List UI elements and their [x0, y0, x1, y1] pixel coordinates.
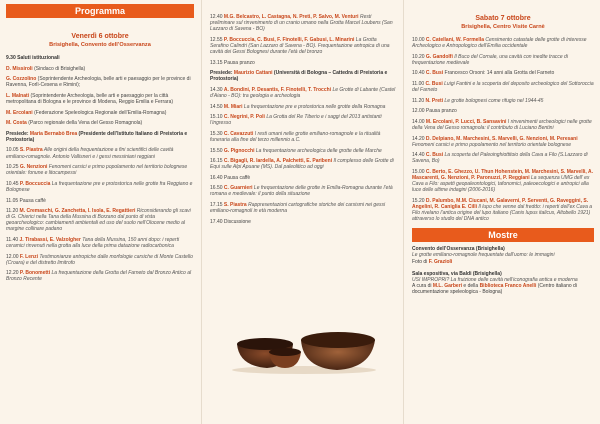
entry-speaker: L. Malnati — [6, 92, 30, 99]
entry-speaker: M. Costa — [6, 120, 27, 127]
day1-afternoon-entries — [210, 14, 396, 225]
entry-time: 10.00 — [412, 37, 426, 43]
entry-time: 11.20 — [6, 208, 20, 215]
entry-time: 15.30 — [210, 130, 224, 137]
entry-title: Rappresentazioni cartografiche storiche dei carsismi nei gessi emiliano-romagnoli in età moderna — [210, 202, 386, 215]
entry-time: 10.40 — [412, 70, 426, 77]
entry-note: (Università di Bologna – Cattedra di Preistoria e Protostoria) — [210, 70, 388, 83]
program-entry — [210, 37, 396, 55]
entry-speaker: M. Ercolani, P. Lucci, B. Sansavini — [425, 118, 507, 125]
entry-note: Francesco Orsoni: 14 anni alla Grotta del Farneto — [443, 70, 555, 77]
exhibition-title: Le grotte emiliano-romagnole frequentate dall’uomo: le immagini — [412, 252, 555, 259]
entry-time: 16.15 — [210, 158, 224, 165]
entry-title: Testimonianze antropiche dalle morfologie carsiche di Monte Castello (Croara) e del distretto limitrofo — [6, 253, 193, 266]
exhibition-curator: M.L. Garberi — [432, 283, 463, 290]
entry-time: 15.50 — [210, 147, 224, 154]
entry-title: Il Buco del Cornale, una cavità con inedite tracce di frequentazione medievale — [412, 53, 568, 66]
entry-time: 14.00 — [412, 118, 426, 125]
programma-banner: Programma — [6, 4, 194, 18]
entry-time: 11.00 — [412, 80, 426, 87]
day1-title: Venerdì 6 ottobre — [71, 33, 129, 40]
entry-title: Le frequentazione delle grotte in Emilia-Romagna durante l’età romana e medievale: il punto della situazione — [210, 185, 393, 198]
program-entry — [6, 270, 194, 282]
program-entry — [412, 198, 594, 222]
program-entry — [412, 108, 594, 114]
program-entry — [6, 66, 194, 72]
program-entry — [412, 98, 594, 104]
entry-time: 15.10 — [210, 114, 224, 121]
entry-speaker: M. Ercolani — [6, 109, 33, 116]
program-entry — [412, 54, 594, 66]
entry-title: I rinvenimenti archeologici nelle grotte della Vena del Gesso romagnola: il contributo di Luciano Bentini — [412, 118, 592, 131]
program-entry — [6, 208, 194, 232]
mostre-banner: Mostre — [412, 228, 594, 242]
entry-time: 9.30 — [6, 55, 18, 61]
day1-venue: Brisighella, Convento dell’Osservanza — [49, 42, 151, 48]
entry-speaker: M.G. Belcastro, L. Castagna, N. Preti, P. Salvo, M. Venturi — [223, 14, 359, 20]
entry-time: 11.05 Pausa caffè — [6, 197, 46, 204]
program-entry — [6, 237, 194, 249]
program-entry — [210, 202, 396, 214]
entry-title: La Grotta del Re Tiberio e i saggi del 2013 antistanti l’ingresso — [210, 114, 382, 127]
exhibition-credit-mid: e della — [462, 283, 480, 290]
exhibition-venue: Sala espositiva, via Baldi (Brisighella) — [412, 270, 502, 277]
program-entry — [412, 70, 594, 76]
entry-time: Presiede: — [210, 70, 234, 77]
entry-speaker: C. Busi — [425, 152, 444, 159]
column-day2 — [403, 0, 600, 424]
entry-speaker: G. Gandolfi — [425, 53, 453, 60]
entry-time: 14.30 — [210, 86, 224, 93]
entry-title: Tana della Mussina, 150 anni dopo: i reperti ceramici rinvenuti nella grotta alla luce della prima datazione radiocarbonica — [6, 236, 180, 250]
entry-speaker: C. Berto, E. Ghezzo, U. Thun Hohenstein, M. Marchesini, S. Marvelli, A. Mascarenti, G. Nenzioni, P. Paronuzzi, P. Reggiani — [412, 168, 593, 181]
entry-speaker: Maria Bernabò Brea — [29, 130, 78, 137]
entry-speaker: G. Pignocchi — [223, 147, 255, 154]
entry-time: 12.00 Pausa pranzo — [412, 108, 457, 115]
entry-speaker: C. Catellani, W. Formella — [425, 37, 484, 43]
entry-time: 14.50 — [210, 103, 224, 110]
entry-note: (Federazione Speleologica Regionale dell’Emilia-Romagna) — [32, 109, 167, 116]
entry-speaker: P. Boccuccia — [19, 180, 51, 187]
exhibition-curator-org: Biblioteca Franco Anelli — [479, 283, 537, 290]
entry-title: Riconsiderando gli scavi di G. Chierici nella Tana della Mussina di Borzano dal punto di vista geoarcheologico: cambiamenti ambientali ed uso del suolo nell’Olocene medio al margine collinare padano — [6, 208, 191, 233]
pottery-bowls-photo — [229, 314, 379, 374]
entry-note: (Parco regionale della Vena del Gesso Romagnola) — [26, 120, 143, 127]
day2-entries — [412, 37, 594, 222]
entry-speaker: C. Guarnieri — [223, 185, 253, 192]
entry-note: (Sindaco di Brisighella) — [32, 65, 86, 72]
entry-title: La frequentazione della Grotta del Farneto dal Bronzo Antico al Bronzo Recente — [6, 270, 192, 283]
entry-title: La Grotta Serafino Calindri (San Lazzaro di Savena - BO). Frequentazione antropica di una cavità dei Gessi Bolognesi durante l’età del bronzo — [210, 36, 390, 55]
entry-time: 10.25 — [6, 164, 20, 171]
entry-time: 11.40 — [6, 236, 20, 243]
entry-speaker: C. Cavazzuti — [223, 130, 254, 137]
entry-note: Saluti istituzionali — [17, 55, 60, 61]
entry-speaker: F. Lenzi — [19, 253, 38, 260]
entry-title: Il lupo che venne dal freddo: i reperti dell’ex Cava a Filo rivelano l’antica origine del lupo italiano (Canis lupus italicus, Altobello 1921) attraverso lo studio del DNA antico — [412, 203, 593, 223]
program-entry — [210, 104, 396, 110]
program-entry — [412, 169, 594, 193]
entry-speaker: C. Busi — [425, 80, 443, 87]
entry-speaker: D. Palumbo, M.M. Ciucani, M. Galaverni, P. Serventi, G. Raveggini, S. Angelini, R. Caniglia E. Cilli — [412, 197, 589, 210]
program-entry — [210, 70, 396, 82]
entry-time: 10.20 — [412, 53, 426, 60]
entry-note: (Soprintendente Archeologia, belle arti e paesaggio per le province di Ravenna, Forlì-Cesena e Rimini); — [6, 76, 191, 89]
entry-note: (Soprintendente Archeologia, belle arti e paesaggio per la città metropolitana di Bologna e le province di Modena, Reggio Emilia e Ferrara) — [6, 92, 174, 105]
program-entry — [6, 131, 194, 143]
exhibition-credit-prefix: Foto di — [412, 258, 429, 265]
exhibition-credit-prefix: A cura di — [412, 283, 433, 290]
program-entry — [210, 185, 396, 197]
program-entry — [210, 60, 396, 66]
entry-speaker: Maurizio Cattani — [233, 70, 273, 77]
program-entry — [6, 254, 194, 266]
day2-title: Sabato 7 ottobre — [475, 15, 531, 22]
exhibition-item — [412, 246, 594, 265]
entry-title: La scoperta del Paleoinghiottitoio della Cava a Filo (S.Lazzaro di Savena, Bo) — [412, 152, 588, 165]
entry-title: Luigi Fantini e la scoperta del deposito archeologico del Sottoroccia del Farneto — [412, 80, 594, 94]
program-entry — [210, 175, 396, 181]
entry-time: 12.40 — [210, 14, 224, 20]
entry-title: Resti preliminare sul rinvenimento di un cranio umano nella Grotta Marcel Loubens (San Lazzaro di Savena - BO) — [210, 14, 393, 33]
entry-speaker: G. Nenzioni — [19, 164, 48, 171]
entry-time: 16.40 Pausa caffè — [210, 174, 251, 181]
entry-time: 15.20 — [412, 197, 426, 204]
entry-time: 17.15 — [210, 202, 224, 209]
entry-time: 14.40 — [412, 152, 426, 159]
exhibition-venue: Convento dell’Osservanza (Brisighella) — [412, 246, 505, 253]
entry-speaker: D. Missiroli — [6, 65, 33, 72]
entry-speaker: N. Preti — [425, 97, 444, 104]
entry-time: 14.20 — [412, 135, 426, 142]
program-entry — [412, 136, 594, 148]
day2-venue: Brisighella, Centro Visite Carnè — [461, 24, 545, 30]
program-entry — [412, 119, 594, 131]
entry-time: 12.20 — [6, 270, 20, 277]
exhibition-curator: F. Grazioli — [428, 258, 453, 265]
entry-speaker: S. Piastra — [223, 202, 247, 209]
entry-title: Censimento catastale delle grotte di interesse Archeologico e Antropologico dell’Emilia occidentale — [412, 37, 587, 50]
program-entry — [412, 81, 594, 93]
program-entry — [6, 147, 194, 159]
entry-note: (Presidente dell’Istituto Italiano di Preistoria e Protostoria) — [6, 130, 188, 143]
exhibition-item — [412, 271, 594, 296]
program-entry — [6, 76, 194, 88]
program-entry — [6, 198, 194, 204]
program-entry — [210, 114, 396, 126]
program-entry — [6, 120, 194, 126]
entry-title: Il complesso delle Grotte di Equi sulle Alpi Apuane (MS). Dal paleolitico ad oggi — [210, 158, 394, 171]
entry-title: La frequentazione pre e protostorica nelle grotte della Romagna — [242, 103, 386, 110]
entry-speaker: D. Delpiano, M. Marchesini, S. Marvelli, G. Nenzioni, M. Peresani — [425, 135, 578, 142]
entry-speaker: M. Cremaschi, G. Zanchetta, I. Isola, E. Regattieri — [19, 208, 136, 215]
entry-speaker: P. Boccuccia, C. Busi, F. Finotelli, F. Gabusi, L. Minarini — [223, 36, 355, 43]
entry-speaker: M. Miari — [223, 103, 243, 110]
entry-time: 12.00 — [6, 253, 20, 260]
entry-speaker: C. Busi — [425, 70, 444, 77]
entry-speaker: C. Bigagli, R. Iardella, A. Palchetti, E. Paribeni — [223, 158, 333, 165]
entry-speaker: G. Cozzolino — [6, 76, 37, 83]
program-entry — [6, 164, 194, 176]
entry-time: 11.20 — [412, 97, 426, 104]
mostre-list — [412, 246, 594, 295]
exhibition-credit-suffix: (Centro italiano di documentazione speleologica - Bologna) — [412, 283, 577, 296]
program-entry — [210, 158, 396, 170]
entry-time: 12.55 — [210, 36, 224, 43]
program-entry — [210, 14, 396, 32]
entry-time: Presiede: — [6, 130, 30, 137]
entry-title: La frequentazione pre e protostorica nelle grotte fra Reggiano e Bolognese — [6, 180, 193, 193]
entry-title: Fenomeni carsici e primo popolamento nel territorio orientale bolognese — [412, 141, 571, 148]
entry-title: La sequenza UMG dell’ ex Cava a Filo: aspetti geopaleontologici, tafonomici, paleoecologici e antropici alla luce delle ultime indagini (2006-2016) — [412, 175, 590, 194]
entry-speaker: S. Piastra — [19, 147, 43, 154]
program-entry — [6, 55, 194, 61]
program-entry — [210, 148, 396, 154]
entry-time: 17.40 Discussione — [210, 218, 251, 225]
entry-title: Alle origini della frequentazione a fini scientifici delle cavità emiliano-romagnole. Antonio Vallisneri e i gessi messiniani reggiani — [6, 147, 174, 160]
entry-time: 15.00 — [412, 168, 426, 175]
program-entry — [6, 181, 194, 193]
program-entry — [412, 152, 594, 164]
exhibition-title: USI IMPROPRI? La fruizione delle cavità nell’iconografia antica e moderna — [412, 276, 578, 283]
entry-time: 10.05 — [6, 147, 20, 154]
program-entry — [6, 93, 194, 105]
program-entry — [210, 87, 396, 99]
entry-time: 10.45 — [6, 180, 20, 187]
entry-speaker: P. Bonometti — [19, 270, 51, 277]
entry-title: Fenomeni carsici e primo popolamento nel territorio bolognese orientale: fonune e litocampessi — [6, 164, 188, 177]
entry-time: 13.15 Pausa pranzo — [210, 59, 255, 66]
program-entry — [412, 37, 594, 49]
program-entry — [6, 110, 194, 116]
entry-speaker: A. Bondini, P. Desantis, F. Finotelli, T. Trocchi — [223, 86, 332, 93]
entry-title: I resti umani nelle grotte emiliano-romagnole e la ritualità funeraria alla fine del terzo millennio a.C. — [210, 130, 381, 143]
entry-speaker: C. Negrini, P. Poli — [223, 114, 265, 121]
entry-title: La frequentazione archeologica delle grotte delle Marche — [254, 147, 382, 154]
entry-title: Le Grotte di Labante (Castel d’Aiano - BO): tra geologia e archeologia — [210, 86, 396, 99]
entry-time: 16.50 — [210, 185, 224, 192]
column-day1 — [0, 0, 200, 424]
entry-title: Le grotte bolognesi come rifugio nel 1944-45 — [443, 97, 544, 104]
program-entry — [210, 219, 396, 225]
day1-entries — [6, 55, 194, 283]
entry-speaker: J. Tirabassi, E. Valzolgher — [19, 236, 81, 243]
program-entry — [210, 131, 396, 143]
